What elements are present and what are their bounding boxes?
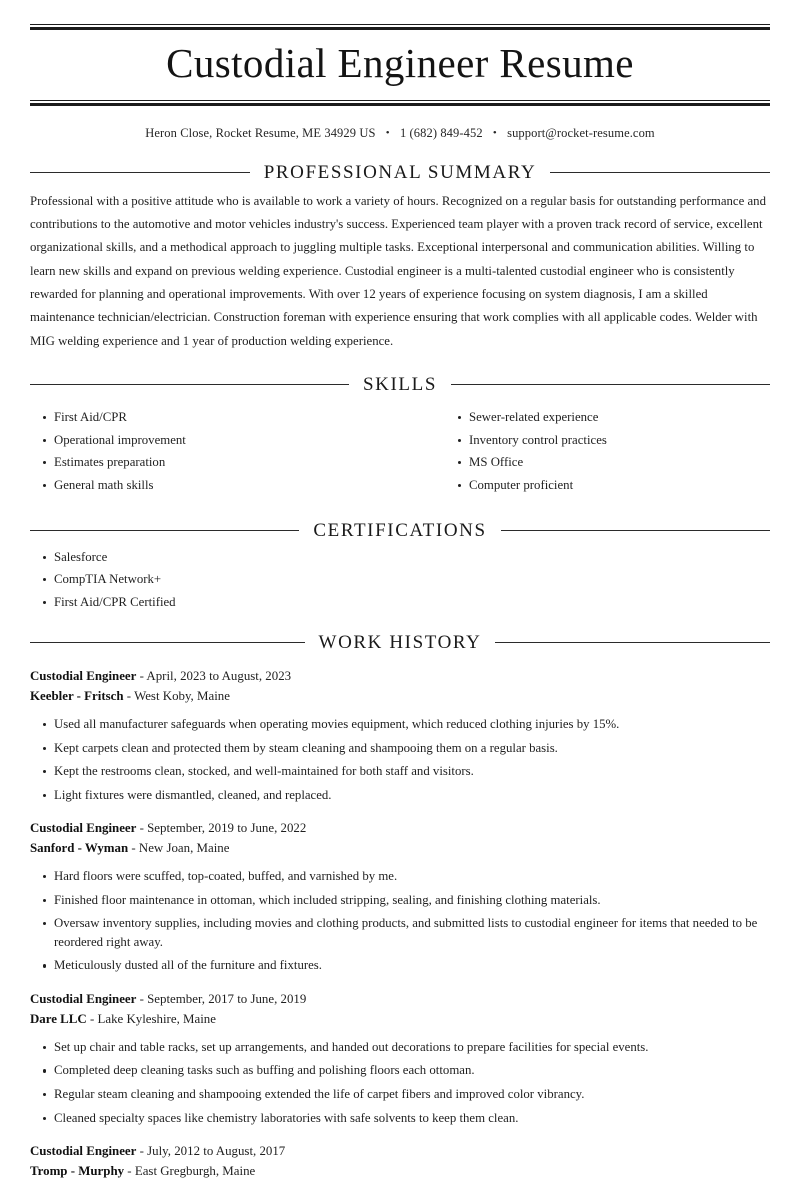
job-dash: - [139, 821, 144, 836]
section-title-certifications: CERTIFICATIONS [313, 519, 487, 541]
heading-rule-left [30, 384, 349, 385]
job-dash: - [139, 1144, 144, 1159]
list-item: Light fixtures were dismantled, cleaned, and replaced. [30, 786, 770, 805]
job-bullets [30, 867, 770, 975]
list-item: MS Office [445, 453, 770, 471]
job-title-line [30, 666, 770, 686]
list-item: Kept carpets clean and protected them by steam cleaning and shampooing them on a regular basis. [30, 739, 770, 758]
heading-rule-right [550, 172, 770, 173]
skills-list-left [30, 408, 400, 494]
job-title: Custodial Engineer [30, 668, 137, 683]
contact-separator-1: • [385, 126, 390, 139]
section-work-history [0, 633, 800, 1181]
heading-rule-right [501, 530, 770, 531]
job-title-line [30, 818, 770, 838]
job-location: New Joan, Maine [138, 841, 230, 856]
job-title: Custodial Engineer [30, 1144, 137, 1159]
section-title-skills: SKILLS [363, 373, 437, 395]
resume-page [0, 24, 800, 1179]
list-item: Cleaned specialty spaces like chemistry laboratories with safe solvents to keep them clean. [30, 1109, 770, 1128]
job-dash: - [126, 688, 132, 703]
job-bullets [30, 715, 770, 804]
section-skills [0, 375, 800, 499]
list-item: Estimates preparation [30, 453, 400, 471]
section-heading-skills [30, 375, 770, 394]
job-title: Custodial Engineer [30, 821, 137, 836]
work-history-entry [30, 1141, 770, 1181]
list-item: Completed deep cleaning tasks such as buffing and polishing floors each ottoman. [30, 1061, 770, 1080]
section-professional-summary [0, 163, 800, 353]
list-item: Regular steam cleaning and shampooing extended the life of carpet fibers and improved color vibrancy. [30, 1085, 770, 1104]
job-dash: - [131, 841, 136, 856]
job-title: Custodial Engineer [30, 991, 137, 1006]
list-item: First Aid/CPR [30, 408, 400, 426]
resume-header [0, 24, 800, 141]
work-history-entry [30, 818, 770, 975]
job-dates: July, 2012 to August, 2017 [147, 1144, 286, 1159]
heading-rule-left [30, 172, 250, 173]
list-item: Oversaw inventory supplies, including movies and clothing products, and submitted lists to custodial engineer for items that needed to be reordered right away. [30, 914, 770, 951]
section-heading-certifications [30, 521, 770, 540]
contact-line [30, 106, 770, 141]
list-item: Meticulously dusted all of the furniture and fixtures. [30, 956, 770, 975]
job-company-line [30, 686, 770, 706]
list-item: General math skills [30, 476, 400, 494]
section-heading-work-history [30, 633, 770, 652]
skills-column-left [30, 402, 400, 499]
page-title: Custodial Engineer Resume [166, 40, 634, 86]
list-item: Computer proficient [445, 476, 770, 494]
list-item: Set up chair and table racks, set up arrangements, and handed out decorations to prepare facilities for special events. [30, 1038, 770, 1057]
job-company: Sanford - Wyman [30, 841, 129, 856]
job-location: West Koby, Maine [134, 688, 230, 703]
section-heading-summary [30, 163, 770, 182]
list-item: Kept the restrooms clean, stocked, and well-maintained for both staff and visitors. [30, 762, 770, 781]
work-history-entry [30, 989, 770, 1127]
list-item: Salesforce [30, 548, 770, 566]
job-company: Tromp - Murphy [30, 1164, 125, 1179]
skills-column-right [400, 402, 770, 499]
list-item: First Aid/CPR Certified [30, 593, 770, 611]
contact-email: support@rocket-resume.com [507, 125, 655, 140]
heading-rule-right [495, 642, 770, 643]
job-dash: - [89, 1011, 95, 1026]
job-title-line [30, 1141, 770, 1161]
skills-list-right [445, 408, 770, 494]
list-item: CompTIA Network+ [30, 570, 770, 588]
job-company: Dare LLC [30, 1011, 87, 1026]
skills-columns [30, 402, 770, 499]
job-dates: April, 2023 to August, 2023 [146, 668, 292, 683]
section-title-summary: PROFESSIONAL SUMMARY [263, 161, 537, 183]
list-item: Inventory control practices [445, 431, 770, 449]
heading-rule-left [30, 530, 299, 531]
job-company: Keebler - Fritsch [30, 688, 124, 703]
heading-rule-right [451, 384, 770, 385]
job-dates: September, 2017 to June, 2019 [147, 991, 307, 1006]
job-location: East Gregburgh, Maine [134, 1164, 256, 1179]
job-dates: September, 2019 to June, 2022 [147, 821, 307, 836]
job-dash: - [127, 1164, 132, 1179]
contact-phone: 1 (682) 849-452 [399, 125, 483, 140]
certifications-list [30, 548, 770, 611]
section-certifications [0, 521, 800, 611]
job-company-line [30, 1161, 770, 1181]
contact-address: Heron Close, Rocket Resume, ME 34929 US [145, 125, 376, 140]
work-history-entry [30, 666, 770, 804]
job-location: Lake Kyleshire, Maine [97, 1011, 216, 1026]
job-dash: - [139, 668, 144, 683]
list-item: Hard floors were scuffed, top-coated, buffed, and varnished by me. [30, 867, 770, 886]
job-company-line [30, 838, 770, 858]
summary-paragraph: Professional with a positive attitude who is available to work a variety of hours. Recognized on a regular basis for outstanding performance and contributions to the automotive and motor vehicles industry's success. Experienced team player with a proven track record of service, excellent organizational skills, and a methodical approach to juggling multiple tasks. Exceptional interpersonal and communication abilities. Willing to learn new skills and expand on previous welding experience. Custodial engineer is a multi-talented custodial engineer who is consistently rewarded for planning and operational improvements. With over 12 years of experience focusing on system diagnosis, I am a skilled maintenance technician/electrician. Construction foreman with experience ensuring that work complies with all applicable codes. Welder with MIG welding experience and 1 year of production welding experience. [30, 193, 766, 348]
list-item: Used all manufacturer safeguards when operating movies equipment, which reduced clothing injuries by 15%. [30, 715, 770, 734]
job-company-line [30, 1009, 770, 1029]
job-bullets [30, 1038, 770, 1127]
heading-rule-left [30, 642, 305, 643]
list-item: Operational improvement [30, 431, 400, 449]
contact-separator-2: • [492, 126, 497, 139]
list-item: Sewer-related experience [445, 408, 770, 426]
job-title-line [30, 989, 770, 1009]
job-dash: - [139, 991, 144, 1006]
list-item: Finished floor maintenance in ottoman, which included stripping, sealing, and finishing clothing materials. [30, 891, 770, 910]
section-title-work-history: WORK HISTORY [318, 631, 482, 653]
